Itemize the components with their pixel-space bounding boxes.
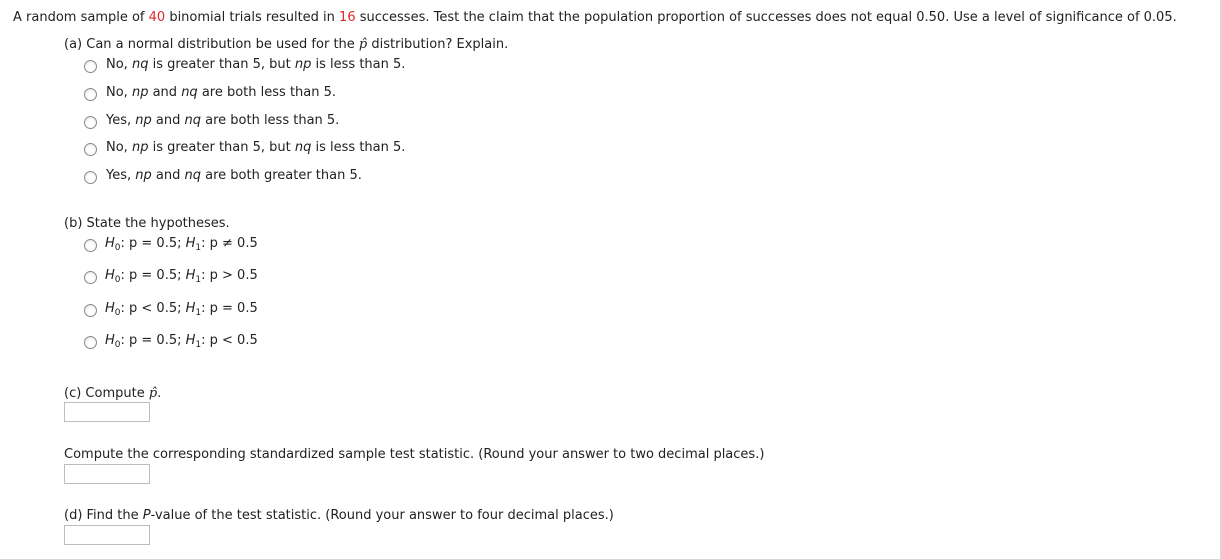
opt-var: np	[135, 113, 152, 128]
hyp-sub: 1	[195, 275, 202, 285]
opt-text: No,	[106, 85, 132, 100]
hyp-h: H	[105, 236, 115, 251]
hyp-sub: 0	[114, 340, 121, 350]
part-c-prompt-text: (c) Compute	[64, 386, 149, 401]
part-a-radio-5[interactable]	[84, 171, 97, 184]
part-b-prompt: (b) State the hypotheses.	[64, 216, 230, 231]
opt-text: are both greater than 5.	[200, 168, 362, 183]
part-a-radio-3[interactable]	[84, 116, 97, 129]
part-c-prompt-end: .	[157, 386, 162, 401]
opt-var: np	[131, 85, 149, 100]
part-b-radio-2[interactable]	[84, 271, 97, 284]
part-c-prompt	[64, 386, 161, 401]
part-a-option-1[interactable]	[106, 57, 405, 72]
phat-symbol: p̂	[148, 386, 158, 401]
opt-var: np	[131, 140, 149, 155]
part-b-option-2[interactable]	[105, 268, 258, 283]
hyp-sub: 0	[114, 275, 121, 285]
hyp-h: H	[185, 333, 196, 348]
hyp-sub: 1	[195, 340, 202, 350]
opt-var: nq	[181, 85, 198, 100]
hyp-h: H	[185, 268, 196, 283]
part-d-prompt-b: -value of the test statistic. (Round your answer to four decimal places.)	[150, 508, 614, 523]
part-a-option-5[interactable]	[106, 168, 362, 183]
part-b-radio-3[interactable]	[84, 304, 97, 317]
hyp-alt: : p = 0.5	[201, 301, 258, 316]
test-statistic-input[interactable]	[64, 464, 150, 484]
successes-value: 16	[339, 10, 356, 25]
opt-text: No,	[106, 140, 132, 155]
part-a-prompt	[64, 37, 508, 52]
opt-var: nq	[184, 168, 201, 183]
part-a-option-2[interactable]	[106, 85, 336, 100]
hyp-sub: 1	[195, 243, 202, 253]
opt-var: nq	[294, 140, 312, 155]
opt-var: nq	[184, 113, 201, 128]
part-b-radio-1[interactable]	[84, 239, 97, 252]
hyp-h: H	[185, 236, 196, 251]
opt-text: and	[148, 85, 182, 100]
opt-text: and	[151, 168, 185, 183]
opt-text: are both less than 5.	[200, 113, 340, 128]
sample-size-value: 40	[148, 10, 166, 25]
part-b-option-3[interactable]	[105, 301, 258, 316]
hyp-h: H	[105, 333, 115, 348]
part-a-option-4[interactable]	[106, 140, 405, 155]
part-a-radio-2[interactable]	[84, 88, 97, 101]
part-d-prompt	[64, 508, 614, 523]
opt-var: np	[294, 57, 312, 72]
part-d-prompt-a: (d) Find the	[64, 508, 143, 523]
intro-text-b: binomial trials resulted in	[165, 10, 340, 25]
opt-text: is less than 5.	[311, 140, 406, 155]
hyp-h: H	[105, 301, 115, 316]
hyp-h: H	[185, 301, 196, 316]
hyp-null: : p = 0.5;	[120, 333, 186, 348]
phat-answer-input[interactable]	[64, 402, 150, 422]
hyp-sub: 0	[114, 308, 121, 318]
opt-text: No,	[106, 57, 132, 72]
hyp-alt: : p > 0.5	[201, 268, 258, 283]
part-a-option-3[interactable]	[106, 113, 339, 128]
part-b-radio-4[interactable]	[84, 336, 97, 349]
opt-var: nq	[131, 57, 149, 72]
opt-text: and	[151, 113, 185, 128]
opt-text: is less than 5.	[311, 57, 406, 72]
part-a-prompt-b: distribution? Explain.	[367, 37, 509, 52]
part-b-option-4[interactable]	[105, 333, 258, 348]
opt-text: is greater than 5, but	[148, 57, 295, 72]
question-text	[13, 10, 1177, 25]
hyp-sub: 0	[114, 243, 121, 253]
part-b-option-1[interactable]	[105, 236, 258, 251]
opt-text: are both less than 5.	[197, 85, 337, 100]
pvalue-answer-input[interactable]	[64, 525, 150, 545]
test-statistic-prompt: Compute the corresponding standardized sample test statistic. (Round your answer to two decimal places.)	[64, 447, 765, 462]
hyp-null: : p = 0.5;	[120, 236, 186, 251]
part-a-radio-4[interactable]	[84, 143, 97, 156]
pvalue-var: P	[142, 508, 151, 523]
hyp-h: H	[105, 268, 115, 283]
part-a-prompt-a: (a) Can a normal distribution be used for the	[64, 37, 359, 52]
opt-text: Yes,	[106, 168, 136, 183]
intro-text-c: successes. Test the claim that the population proportion of successes does not equal 0.50. Use a level of significance of 0.05.	[355, 10, 1177, 25]
hyp-null: : p = 0.5;	[120, 268, 186, 283]
opt-text: is greater than 5, but	[148, 140, 295, 155]
opt-text: Yes,	[106, 113, 136, 128]
hyp-null: : p < 0.5;	[120, 301, 186, 316]
hyp-alt: : p ≠ 0.5	[201, 236, 258, 251]
hyp-alt: : p < 0.5	[201, 333, 258, 348]
hyp-sub: 1	[195, 308, 202, 318]
part-a-radio-1[interactable]	[84, 60, 97, 73]
phat-symbol: p̂	[358, 37, 368, 52]
intro-text-a: A random sample of	[13, 10, 149, 25]
opt-var: np	[135, 168, 152, 183]
